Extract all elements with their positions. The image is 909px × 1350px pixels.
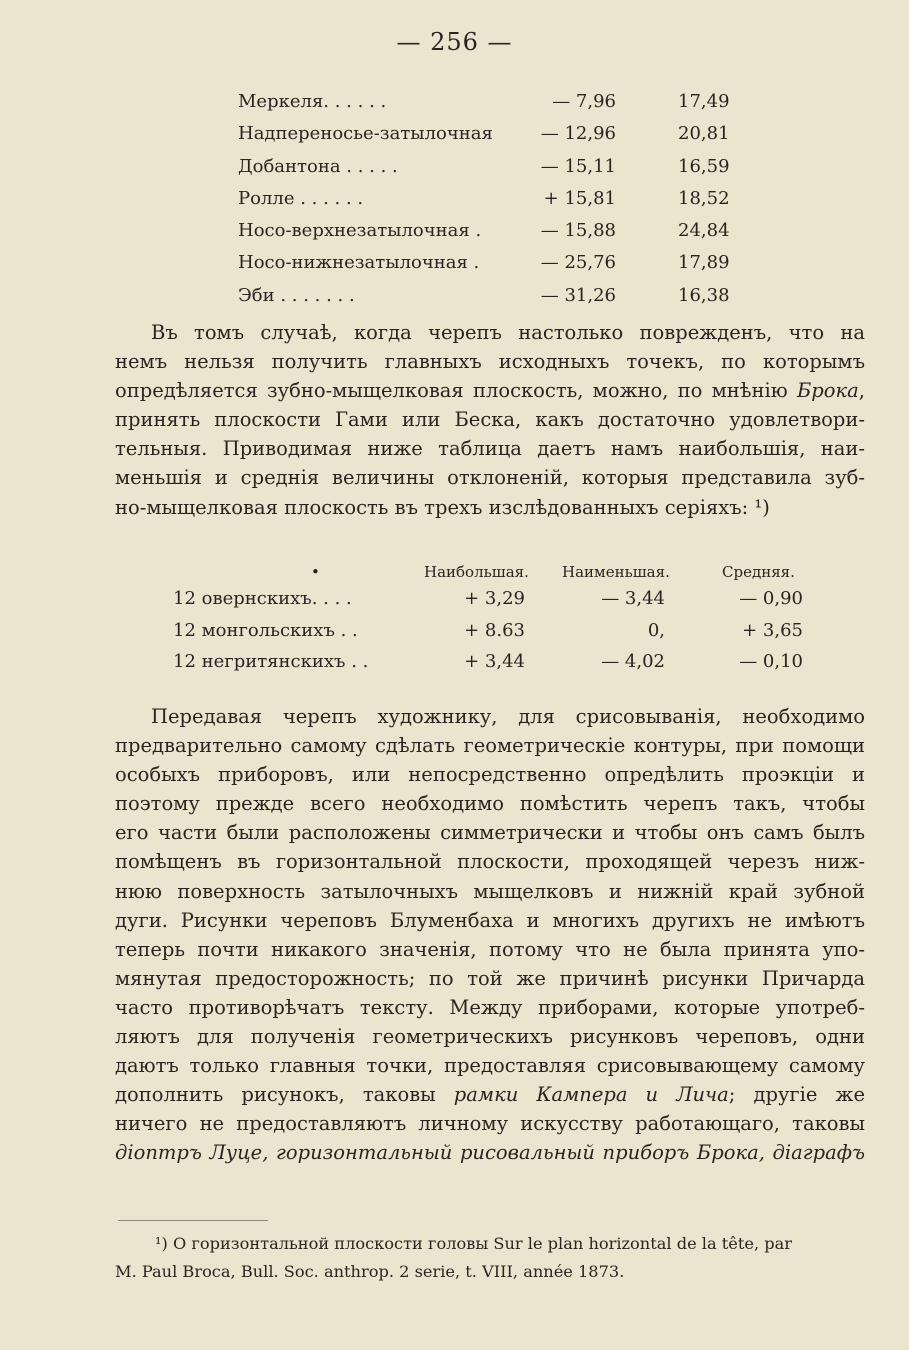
italic-text: діоптръ Луце, горизонтальный рисовальный приборъ Брока, діаграфъ: [115, 1141, 865, 1165]
text-line: особыхъ приборовъ, или непосредственно опредѣлить проэкціи и: [115, 763, 865, 787]
table-row: [238, 151, 778, 183]
min-value: — 3,44: [601, 588, 665, 609]
text-line: поэтому прежде всего необходимо помѣстить черепъ такъ, чтобы: [115, 792, 865, 816]
table-row: [238, 86, 778, 118]
max-value: + 3,44: [464, 651, 525, 672]
plane-value: 20,81: [678, 123, 730, 145]
text-line: тельныя. Приводимая ниже таблица даетъ намъ наибольшія, наи-: [115, 437, 865, 461]
mid-value: — 0,10: [739, 651, 803, 672]
paragraph-plane-selection: [115, 318, 865, 522]
text-line: меньшія и среднія величины отклоненій, которыя представила зуб-: [115, 466, 865, 490]
text-line: принять плоскости Гами или Беска, какъ достаточно удовлетвори-: [115, 408, 865, 432]
plane-name: Эби . . . . . . .: [238, 284, 355, 306]
plane-deviation: — 12,96: [540, 123, 616, 145]
page-number: — 256 —: [396, 28, 513, 56]
series-label: 12 монгольскихъ . .: [173, 619, 358, 641]
mid-value: — 0,90: [739, 588, 803, 609]
plane-name: Ролле . . . . . .: [238, 187, 364, 209]
text-line: опредѣляется зубно-мыщелковая плоскость, можно, по мнѣнію Брока,: [115, 379, 865, 403]
plane-value: 17,49: [678, 91, 730, 112]
deviation-table-header: [0, 555, 909, 583]
table-row: [238, 280, 778, 312]
plane-name: Носо-нижнезатылочная .: [238, 252, 480, 274]
text-line: часто противорѣчатъ тексту. Между приборами, которые употреб-: [115, 995, 865, 1019]
text-line: дуги. Рисунки череповъ Блуменбаха и многихъ другихъ не имѣютъ: [115, 908, 865, 932]
plane-deviation: + 15,81: [543, 187, 616, 209]
text-line: Передавая черепъ художнику, для срисовыванія, необходимо: [151, 705, 865, 728]
plane-deviation: — 7,96: [552, 91, 616, 112]
text-line: дополнить рисунокъ, таковы рамки Кампера и Лича; другіе же: [115, 1083, 865, 1107]
footnote: [115, 1230, 867, 1286]
min-value: — 4,02: [601, 651, 665, 672]
table-row: [0, 583, 909, 615]
plane-value: 17,89: [678, 252, 730, 274]
italic-text: Брока: [796, 379, 859, 403]
plane-value: 16,38: [678, 284, 730, 306]
text-line: нюю поверхность затылочныхъ мыщелковъ и нижній край зубной: [115, 879, 865, 903]
cranial-planes-table: [238, 86, 778, 312]
table-row: [0, 646, 909, 678]
plane-deviation: — 31,26: [540, 284, 616, 306]
plane-value: 18,52: [678, 187, 730, 209]
plane-name: Меркеля. . . . . .: [238, 91, 387, 112]
plane-value: 24,84: [678, 220, 730, 242]
text-line: Въ томъ случаѣ, когда черепъ настолько поврежденъ, что на: [151, 321, 865, 344]
footnote-line: ¹) О горизонтальной плоскости головы Sur le plan horizontal de la tête, par: [155, 1234, 792, 1253]
table-row: [238, 247, 778, 279]
text-line: теперь почти никакого значенія, потому что не была принята упо-: [115, 937, 865, 961]
plane-deviation: — 25,76: [540, 252, 616, 274]
text-line: [115, 1138, 865, 1167]
mid-value: + 3,65: [742, 619, 803, 641]
table-row: [238, 215, 778, 247]
max-value: + 8.63: [464, 619, 525, 641]
plane-name: Добантона . . . . .: [238, 155, 398, 177]
text-line: но-мыщелковая плоскость въ трехъ изслѣдованныхъ серіяхъ: ¹): [115, 495, 770, 519]
plane-deviation: — 15,88: [540, 220, 616, 242]
text-line: ничего не предоставляютъ личному искусству работающаго, таковы: [115, 1112, 865, 1136]
plane-value: 16,59: [678, 155, 730, 177]
text-line: мянутая предосторожность; по той же причинѣ рисунки Причарда: [115, 966, 865, 990]
text-line: даютъ только главныя точки, предоставляя срисовывающему самому: [115, 1054, 865, 1078]
plane-name: Носо-верхнезатылочная .: [238, 220, 482, 242]
series-label: 12 овернскихъ. . . .: [173, 588, 352, 609]
text-line: немъ нельзя получить главныхъ исходныхъ точекъ, по которымъ: [115, 350, 865, 374]
min-value: 0,: [647, 619, 665, 641]
header-min: Наименьшая.: [562, 563, 670, 581]
text-line: помѣщенъ въ горизонтальной плоскости, проходящей черезъ ниж-: [115, 850, 865, 874]
header-mark: •: [311, 563, 320, 581]
footnote-line: M. Paul Broca, Bull. Soc. anthrop. 2 serie, t. VIII, année 1873.: [115, 1262, 625, 1281]
series-label: 12 негритянскихъ . .: [173, 651, 369, 672]
header-mid: Средняя.: [722, 563, 795, 581]
max-value: + 3,29: [464, 588, 525, 609]
table-row: [238, 118, 778, 150]
text-line: ляютъ для полученія геометрическихъ рисунковъ череповъ, одни: [115, 1025, 865, 1049]
table-row: [238, 183, 778, 215]
italic-text: рамки Кампера и Лича: [453, 1083, 729, 1107]
deviation-table: [0, 555, 909, 678]
table-row: [0, 615, 909, 647]
paragraph-drawing-instruments: [115, 702, 865, 1168]
text-line: его части были расположены симметрически и чтобы онъ самъ былъ: [115, 821, 865, 845]
header-max: Наибольшая.: [424, 563, 529, 581]
plane-deviation: — 15,11: [540, 155, 616, 177]
footnote-divider: [118, 1220, 268, 1221]
text-line: предварительно самому сдѣлать геометрическіе контуры, при помощи: [115, 734, 865, 758]
plane-name: Надпереносье-затылочная: [238, 123, 493, 145]
